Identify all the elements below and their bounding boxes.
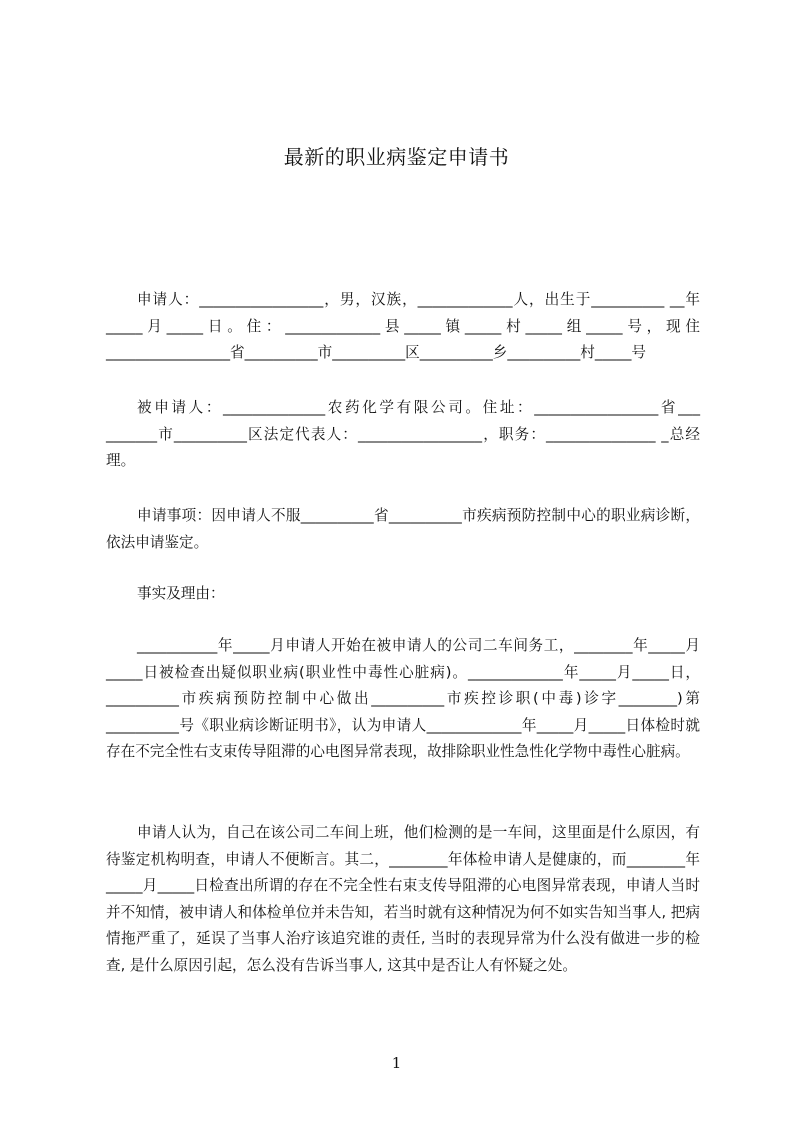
facts-heading: 事实及理由： — [137, 585, 225, 602]
facts-heading-paragraph — [106, 581, 700, 608]
document-title: 最新的职业病鉴定申请书 — [283, 145, 510, 169]
facts-paragraph — [106, 633, 700, 766]
respondent-text: 被申请人：______________农药化学有限公司。住址：_________________省___ _______市__________区法定代表人：_________________，职务：_______________ _总经理。 — [106, 399, 700, 469]
request-paragraph — [106, 503, 700, 556]
request-text: 申请事项：因申请人不服__________省__________市疾病预防控制中心的职业病诊断，依法申请鉴定。 — [106, 507, 700, 551]
page-number: 1 — [391, 1054, 402, 1072]
respondent-paragraph — [106, 395, 700, 475]
reason-text: 申请人认为，自己在该公司二车间上班，他们检测的是一车间，这里面是什么原因，有待鉴定机构明查，申请人不便断言。其二，________年体检申请人是健康的，而________年_____月_____日检查出所谓的存在不完全性右束支传导阻滞的心电图异常表现，申请人当时并不知情，被申请人和体检单位并未告知，若当时就有这种情况为何不如实告知当事人, 把病情拖严重了，延误了当事人治疗该追究谁的责任, 当时的表现异常为什么没有做进一步的检查, 是什么原因引起，怎么没有告诉当事人, 这其中是否让人有怀疑之处。 — [106, 824, 700, 974]
applicant-text: 申请人：_________________，男，汉族，_____________人，出生于__________ __年_____月_____日。住：_____________县_____镇_____村_____组_____号，现住_________________省__________市__________区__________乡__________村_____号 — [106, 291, 700, 361]
applicant-paragraph — [106, 287, 700, 367]
facts-text: ___________年_____月申请人开始在被申请人的公司二车间务工，________年_____月_____日被检查出疑似职业病(职业性中毒性心脏病)。_____________年_____月_____日，__________市疾病预防控制中心做出__________市疾控诊职(中毒)诊字________)第__________号《职业病诊断证明书》，认为申请人_____________年_____月_____日体检时就存在不完全性右支束传导阻滞的心电图异常表现，故排除职业性急性化学物中毒性心脏病。 — [106, 637, 700, 760]
reason-paragraph — [106, 820, 700, 979]
